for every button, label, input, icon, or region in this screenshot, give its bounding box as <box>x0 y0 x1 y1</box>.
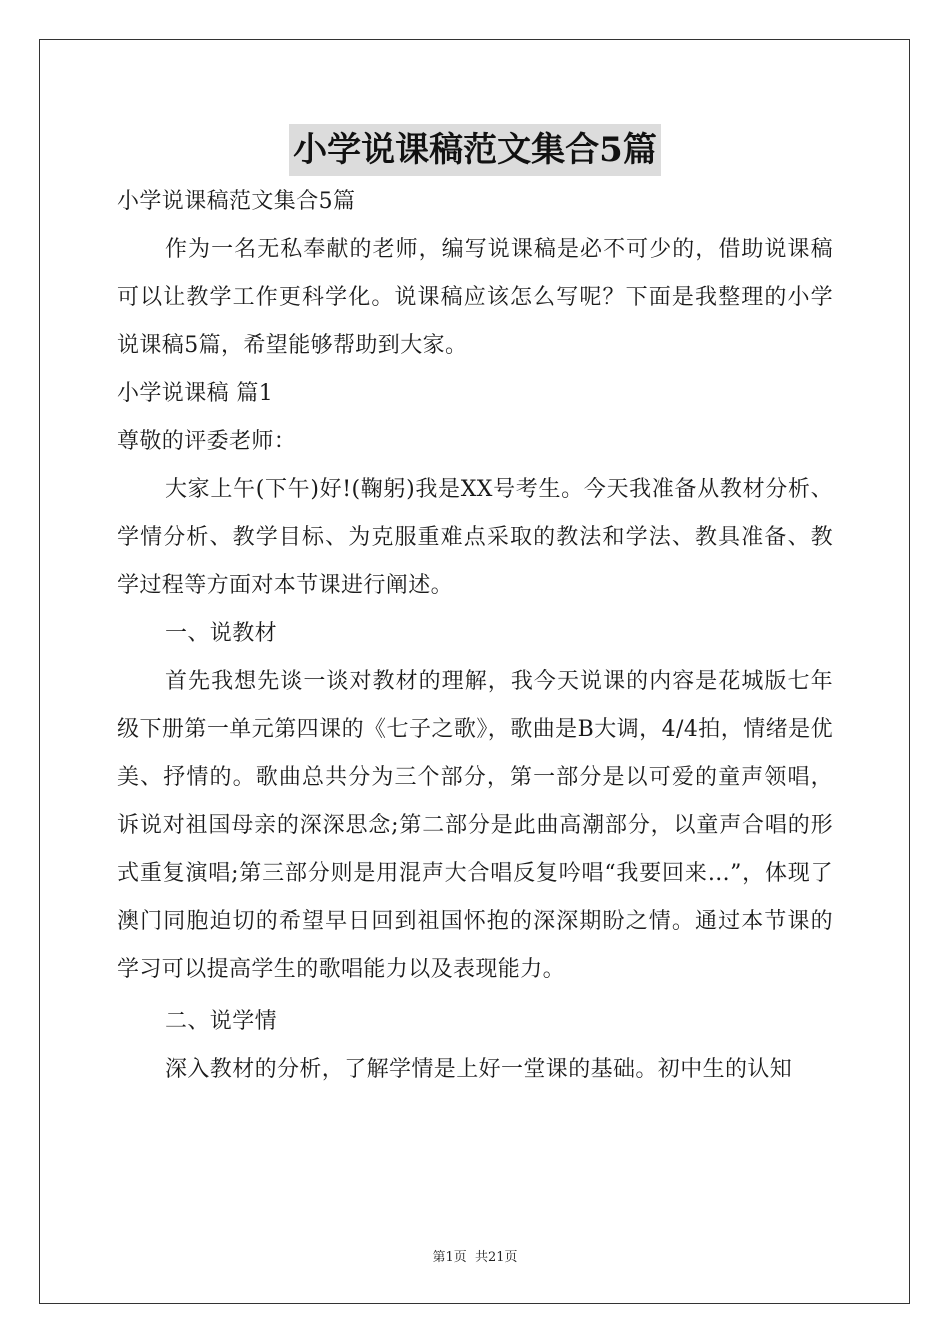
page-number-total: 共21页 <box>474 1250 518 1265</box>
document-body <box>117 178 833 1094</box>
page-footer <box>0 1246 950 1265</box>
salutation: 尊敬的评委老师： <box>117 429 297 454</box>
document-subtitle: 小学说课稿范文集合5篇 <box>117 189 356 214</box>
section-heading: 小学说课稿 篇1 <box>117 381 274 406</box>
heading-students: 二、说学情 <box>165 1009 278 1034</box>
intro-paragraph: 作为一名无私奉献的老师，编写说课稿是必不可少的，借助说课稿可以让教学工作更科学化。说课稿应该怎么写呢？下面是我整理的小学说课稿5篇，希望能够帮助到大家。 <box>117 237 833 358</box>
textbook-paragraph: 首先我想先谈一谈对教材的理解，我今天说课的内容是花城版七年级下册第一单元第四课的《七子之歌》，歌曲是B大调，4/4拍，情绪是优美、抒情的。歌曲总共分为三个部分，第一部分是以可爱的童声领唱，诉说对祖国母亲的深深思念;第二部分是此曲高潮部分，以童声合唱的形式重复演唱;第三部分则是用混声大合唱反复吟唱“我要回来…”，体现了澳门同胞迫切的希望早日回到祖国怀抱的深深期盼之情。通过本节课的学习可以提高学生的歌唱能力以及表现能力。 <box>117 669 833 982</box>
document-title: 小学说课稿范文集合5篇 <box>289 124 661 176</box>
students-paragraph: 深入教材的分析，了解学情是上好一堂课的基础。初中生的认知 <box>165 1057 793 1082</box>
page-number-current: 第1页 <box>432 1250 467 1265</box>
opening-paragraph: 大家上午(下午)好!(鞠躬)我是XX号考生。今天我准备从教材分析、学情分析、教学目标、为克服重难点采取的教法和学法、教具准备、教学过程等方面对本节课进行阐述。 <box>117 477 833 598</box>
heading-textbook: 一、说教材 <box>165 621 278 646</box>
title-container <box>0 124 950 176</box>
